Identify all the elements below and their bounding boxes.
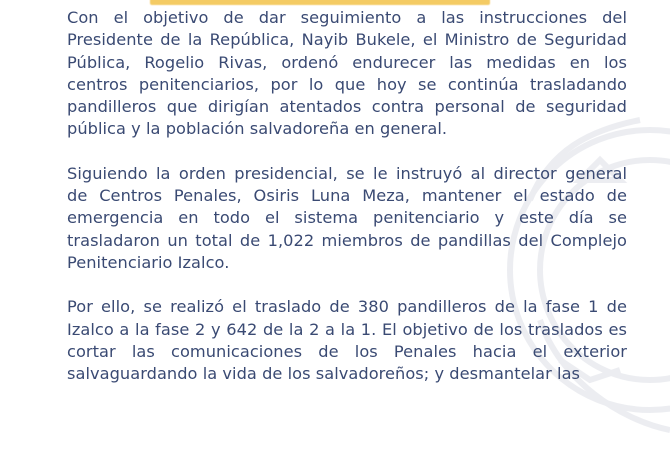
paragraph-line: Siguiendo la orden presidencial, se le instruyó al director general [67, 163, 627, 183]
paragraph-line: pública y la población salvadoreña en general. [67, 119, 448, 139]
paragraph-line: centros penitenciarios, por lo que hoy se continúa trasladando [67, 74, 627, 94]
paragraph-line: de Centros Penales, Osiris Luna Meza, mantener el estado de [67, 186, 627, 206]
paragraph-line: trasladaron un total de 1,022 miembros de pandillas del Complejo [67, 230, 627, 250]
document-body [67, 7, 627, 407]
paragraph-line: emergencia en todo el sistema penitenciario y este día se [67, 208, 627, 228]
paragraph-line: Con el objetivo de dar seguimiento a las instrucciones del [67, 8, 627, 27]
paragraph-line: Izalco a la fase 2 y 642 de la 2 a la 1. El objetivo de los traslados es [67, 319, 627, 339]
paragraph-line: Por ello, se realizó el traslado de 380 pandilleros de la fase 1 de [67, 297, 627, 317]
paragraph [67, 163, 627, 274]
paragraph-line: salvaguardando la vida de los salvadoreños; y desmantelar las [67, 364, 581, 384]
paragraph [67, 7, 627, 141]
paragraph [67, 296, 627, 385]
paragraph-line: pandilleros que dirigían atentados contra personal de seguridad [67, 97, 627, 117]
paragraph-line: Pública, Rogelio Rivas, ordenó endurecer las medidas en los [67, 52, 627, 72]
paragraph-line: Penitenciario Izalco. [67, 252, 230, 272]
paragraph-line: Presidente de la República, Nayib Bukele, el Ministro de Seguridad [67, 30, 627, 50]
paragraph-line: cortar las comunicaciones de los Penales hacia el exterior [67, 341, 627, 361]
header-bar [150, 0, 490, 5]
